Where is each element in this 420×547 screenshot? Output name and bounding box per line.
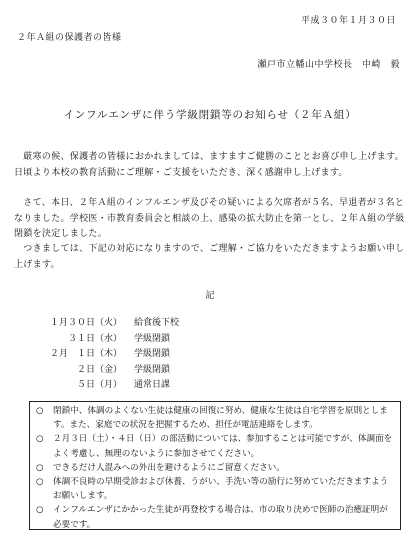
document-date: 平成３０年１月３０日 [300, 16, 396, 26]
schedule-event: 学級閉鎖 [134, 364, 171, 375]
schedule-date: ５日（月） [76, 380, 122, 391]
schedule-row [22, 363, 179, 379]
schedule-event: 学級閉鎖 [134, 349, 171, 360]
recipient-line: ２年Ａ組の保護者の皆様 [17, 33, 122, 43]
schedule-row [22, 332, 179, 348]
circle-bullet-icon: ○ [36, 505, 44, 516]
note-text: できるだけ人混みへの外出を避けるようにご留意ください。 [53, 462, 285, 473]
note-item [36, 432, 394, 460]
ki-heading: 記 [205, 291, 215, 301]
schedule-date: ２月 １日（木） [49, 349, 122, 360]
circle-bullet-icon: ○ [36, 477, 44, 488]
schedule-date: １月３０日（火） [49, 318, 122, 328]
schedule-event: 通常日課 [134, 380, 171, 391]
note-item [36, 404, 394, 432]
circle-bullet-icon: ○ [36, 406, 44, 416]
announcement-paragraph: さて、本日、２年Ａ組のインフルエンザ及びその疑いによる欠席者が５名、早退者が３名となりました。学校医・市教育委員会と相談の上、感染の拡大防止を第一とし、２年Ａ組の学級閉鎖を決定しました。 [14, 198, 405, 239]
notes-box [29, 401, 401, 530]
note-text: ２月３日（土）・４日（日）の部活動については、参加することは可能ですが、体調面をよく考慮し、無理のないように参加させてください。 [53, 434, 393, 459]
note-text: 閉鎖中、体調のよくない生徒は健康の回復に努め、健康な生徒は自宅学習を原則とします。また、家庭での状況を把握するため、担任が電話連絡をします。 [53, 406, 388, 431]
note-text: インフルエンザにかかった生徒が再登校する場合は、市の取り決めで医師の治癒証明が必要です。 [53, 505, 388, 530]
schedule-row [22, 378, 179, 394]
circle-bullet-icon: ○ [36, 434, 44, 445]
greeting-paragraph: 厳寒の候、保護者の皆様におかれましては、ますますご健勝のこととお喜び申し上げます。日頃より本校の教育活動にご理解・ご支援をいただき、深く感謝申し上げます。 [14, 152, 404, 178]
schedule-date: ２日（金） [76, 364, 122, 375]
request-paragraph: つきましては、下記の対応になりますので、ご理解・ご協力をいただきますようお願い申し上げます。 [14, 244, 405, 270]
note-item [36, 503, 394, 531]
note-text: 体調不良時の早期受診および休養、うがい、手洗い等の励行に努めていただきますようお願いします。 [53, 477, 389, 502]
schedule-row [22, 347, 179, 363]
schedule-list [22, 316, 179, 394]
schedule-date: ３１日（水） [67, 333, 122, 344]
note-item [36, 475, 394, 503]
circle-bullet-icon: ○ [36, 462, 44, 473]
schedule-event: 給食後下校 [134, 318, 180, 328]
schedule-event: 学級閉鎖 [134, 333, 171, 344]
document-title: インフルエンザに伴う学級閉鎖等のお知らせ（２年Ａ組） [63, 109, 357, 121]
schedule-row [22, 316, 179, 332]
note-item [36, 461, 394, 475]
sender-line: 瀬戸市立幡山中学校長 中崎 毅 [257, 60, 400, 70]
